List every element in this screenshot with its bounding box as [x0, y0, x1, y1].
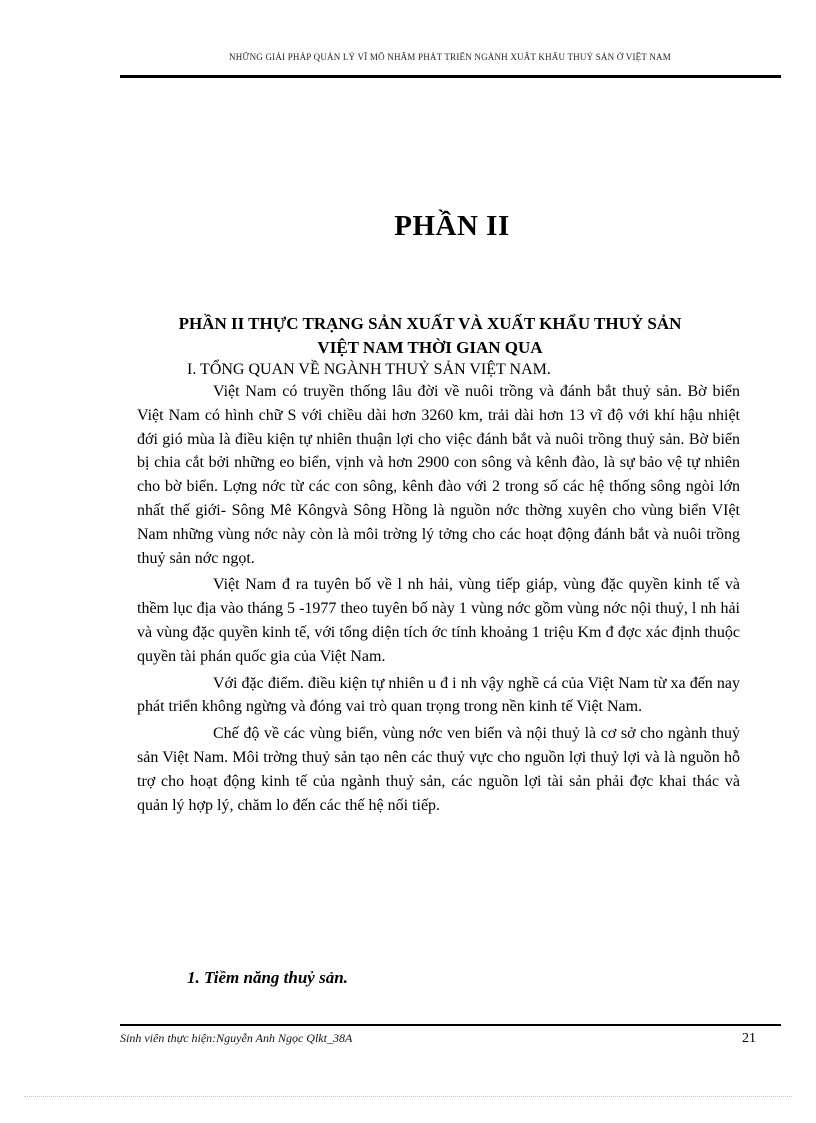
part-title: PHẦN II [394, 210, 510, 242]
header-rule [120, 75, 781, 78]
page-number: 21 [742, 1031, 756, 1046]
chapter-title [120, 312, 740, 360]
footer-rule [120, 1024, 781, 1026]
paragraph-4: Chế độ về các vùng biển, vùng nớc ven biển và nội thuỷ là cơ sở cho ngành thuỷ sản Việt Nam. Môi trờng thuỷ sản tạo nên các thuỷ vực cho nguồn lợi thuỷ lợi và là nguồn hỗ trợ cho hoạt động kinh tế của ngành thuỷ sản, các nguồn lợi tài sản phải đợc khai thác và quản lý hợp lý, chăm lo đến các thế hệ nối tiếp. [137, 725, 740, 814]
section-heading: I. TỔNG QUAN VỀ NGÀNH THUỶ SẢN VIỆT NAM. [187, 361, 551, 378]
running-header: NHỮNG GIẢI PHÁP QUẢN LÝ VĨ MÔ NHẰM PHÁT TRIỂN NGÀNH XUẤT KHẨU THUỶ SẢN Ở VIỆT NAM [229, 52, 671, 62]
footer-author: Sinh viên thực hiện:Nguyễn Anh Ngọc Qlkt_38A [120, 1031, 353, 1045]
body-text [137, 380, 740, 817]
sub-heading: 1. Tiềm năng thuỷ sản. [187, 968, 348, 987]
paragraph-2: Việt Nam đ ra tuyên bố về l nh hải, vùng tiếp giáp, vùng đặc quyền kinh tế và thềm lục địa vào tháng 5 -1977 theo tuyên bố này 1 vùng nớc gồm vùng nớc nội thuỷ, l nh hải và vùng đặc quyền kinh tế, với tổng diện tích ớc tính khoảng 1 triệu Km đ đợc xác định thuộc quyền tài phán quốc gia của Việt Nam. [137, 576, 740, 665]
paragraph-3: Với đặc điểm. điều kiện tự nhiên u đ i nh vậy nghề cá của Việt Nam từ xa đến nay phát triển không ngừng và đóng vai trò quan trọng trong nền kinh tế Việt Nam. [137, 674, 740, 716]
chapter-title-line-2: VIỆT NAM THỜI GIAN QUA [317, 338, 543, 357]
page-bottom-divider [24, 1096, 792, 1097]
paragraph-1: Việt Nam có truyền thống lâu đời về nuôi trồng và đánh bắt thuỷ sản. Bờ biển Việt Nam có hình chữ S với chiều dài hơn 3260 km, trải dài hơn 13 vĩ độ với khí hậu nhiệt đới gió mùa là điều kiện tự nhiên thuận lợi cho việc đánh bắt và nuôi trồng thuỷ sản. Bờ biển bị chia cắt bởi những eo biển, vịnh và hơn 2900 con sông và kênh đào, là sự bảo vệ tự nhiên cho bờ biển. Lợng nớc từ các con sông, kênh đào với 2 trong số các hệ thống sông ngòi lớn nhất thế giới- Sông Mê Kôngvà Sông Hồng là nguồn nớc thờng xuyên cho vùng biển VIệt Nam những vùng nớc này còn là môi trờng lý tởng cho các hoạt động đánh bắt và nuôi trồng thuỷ sản nớc ngọt. [137, 383, 740, 567]
chapter-title-line-1: PHẦN II THỰC TRẠNG SẢN XUẤT VÀ XUẤT KHẨU THUỶ SẢN [178, 314, 682, 333]
